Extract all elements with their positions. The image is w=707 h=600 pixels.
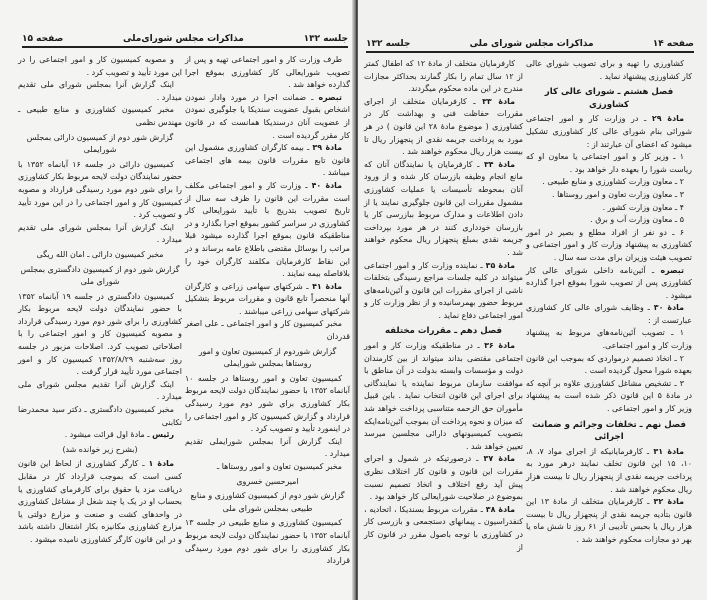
paragraph-text: ـ بیمه کارگران کشاورزی مشمول این قانون تابع مقررات قانون بیمه های اجتماعی میباشد . xyxy=(185,143,350,178)
paragraph xyxy=(18,222,182,247)
paragraph xyxy=(185,461,350,474)
article-paragraph xyxy=(364,340,523,453)
centered-line xyxy=(18,264,182,289)
paragraph xyxy=(18,291,182,379)
article-paragraph xyxy=(185,180,350,281)
paragraph-text: کمیسیون دادگستری در جلسه ۱۹ آبانماه ۱۳۵۲ با حضور نمایندگان دولت لایحه مربوط بکار کشاورزی را برای شور دوم مورد رسیدگی قرارداد و مصوبه کمیسیون کار و امور اجتماعی را با اصلاحاتی تصویب کرد. اصلاحات مزبور در جلسه روز سه‌شنبه ۱۳۵۲/۸/۲۹ کمیسیون کار و امور اجتماعی مورد تأیید قرار گرفت . xyxy=(18,291,182,377)
paragraph-text: کمیسیون دارائی در جلسه ۱۶ آبانماه ۱۳۵۲ با حضور نمایندگان دولت لایحه مربوط بکار کشاورزی را برای شور دوم مورد رسیدگی قرارداد و مصوبه کمیسیون کار و امور اجتماعی را در این مورد تأیید و تصویب کرد . xyxy=(18,159,182,220)
article-label: مادهٔ ۲۹ xyxy=(651,114,684,124)
paragraph-text: ۳ ـ معاون وزارت تعاون و امور روستاها . xyxy=(552,189,684,199)
centered-line xyxy=(185,490,350,515)
page-header xyxy=(366,35,694,53)
paragraph xyxy=(18,404,182,429)
right-page xyxy=(358,0,707,600)
paragraph-text: فصل نهم ـ تخلفات وجرائم و ضمانت اجرائی xyxy=(531,419,687,443)
paragraph-text: ـ مادهٔ اول قرائت میشود . xyxy=(64,430,153,440)
article-label: مادهٔ ۳۰ xyxy=(653,303,684,313)
paragraph-text: گزارش شور دوم از کمیسیون دادگستری بمجلس شورای ملی xyxy=(20,264,180,287)
article-paragraph xyxy=(526,265,692,303)
paragraph xyxy=(526,176,692,189)
paragraph-text: و مصوبه کمیسیون کار و امور اجتماعی را در این مورد تأیید و تصویب کرد . xyxy=(18,55,182,77)
paragraph-text: ـ وزارت کار و امور اجتماعی مکلف است مقررات این قانون را ظرف سه سال از تاریخ تصویب بتدریج با تأیید شورایعالی کار کشاورزی در سراسر کشور بموقع اجرا بگذارد و در مناطقیکه قانون بموقع اجرا گذارده میشود قبلا مراتب را بوسائل مقتضی باطلاع عامه برساند و در این نقاط کارفرمایان مکلفند کارگران خود را بلافاصله بیمه نمایند . xyxy=(185,180,350,279)
article-paragraph xyxy=(185,142,350,180)
paragraph xyxy=(18,54,182,79)
article-paragraph xyxy=(526,446,692,496)
article-paragraph xyxy=(526,113,692,151)
chapter-heading xyxy=(526,419,692,444)
paragraph-text: ۲ ـ اتخاذ تصمیم درمواردی که بموجب این قانون بعهده شورا محول گردیده است . xyxy=(526,353,692,376)
paragraph-text: ـ نماینده وزارت کار و امور اجتماعی میتواند در کلیه جلسات مراجع رسیدگی بتخلفات ناشی از اجرای مقررات این قانون و آئین‌نامه‌های مربوط حضور بهمرسانیده و از نظر وزارت کار و امور اجتماعی دفاع نماید . xyxy=(364,260,523,320)
paragraph-text: ـ مقررات مربوط بسندیکا ، اتحادیه ، کنفدراسیون ـ پیمانهای دستجمعی و بازرسی کار در کشاورزی با توجه باصول مقرر در قانون کار از xyxy=(364,504,523,552)
paragraph xyxy=(526,214,692,227)
paragraph xyxy=(526,58,692,83)
page-number: صفحه ۱۴ xyxy=(652,39,694,49)
publication-title: مذاکرات مجلس شورای‌ملی xyxy=(122,34,244,44)
article-paragraph xyxy=(526,302,692,327)
article-paragraph xyxy=(364,96,523,159)
paragraph-text: ۵ ـ معاون وزارت آب و برق . xyxy=(590,215,684,225)
paragraph xyxy=(526,202,692,215)
page-number: صفحه ۱۵ xyxy=(22,34,64,44)
paragraph-text: گزارش شور دوم از کمیسیون دارائی بمجلس شورایملی xyxy=(26,132,174,155)
article-label: مادهٔ ۳۶ xyxy=(484,341,515,351)
article-paragraph xyxy=(185,281,350,319)
paragraph-text: کمیسیون تعاون و امور روستاها در جلسه ۱۰ آبانماه ۱۳۵۲ با حضور نمایندگان دولت لایحه مربوط بکار کشاورزی برای شور دوم مورد رسیدگی قرارداد و گزارش کمیسیون کار و امور اجتماعی را در اینمورد تأیید و تصویب کرد . xyxy=(185,373,350,434)
centered-line xyxy=(185,476,350,489)
paragraph-text: اینک گزارش آنرا تقدیم مجلس شورای ملی میدارد . xyxy=(18,379,182,402)
session-number: جلسه ۱۳۲ xyxy=(366,39,411,49)
article-label: تبصره xyxy=(660,265,684,275)
paragraph-text: ـ کارفرمایانیکه از اجرای مواد ۷، ۸، ۱۰، ۱۵ این قانون تخلف نمایند درهر مورد به پرداخت جریمه نقدی از پنجهزار ریال تا بیست هزار ریال محکوم خواهند شد . xyxy=(526,446,692,494)
paragraph xyxy=(185,54,350,92)
page-header xyxy=(22,30,348,48)
paragraph-text: ـ ضمانت اجرا در مورد وادار نمودن اشخاص بقبول عضویت سندیکا یا جلوگیری نمودن از عضویت آنان درسندیکا همانست که در قانون کار مقرر گردیده است . xyxy=(185,92,350,140)
publication-title: مذاکرات مجلس شورای ملی xyxy=(469,39,594,49)
paragraph-text: مخبر کمیسیون کشاورزی و منابع طبیعی ـ مهندس نظمی xyxy=(18,105,182,127)
paragraph xyxy=(18,79,182,104)
text-column-right xyxy=(526,58,692,547)
centered-line xyxy=(185,346,350,371)
session-number: جلسه ۱۳۲ xyxy=(303,34,348,44)
paragraph-text: مخبر کمیسیون دارائی ـ امان الله ریگی xyxy=(36,249,164,259)
paragraph-text: اینک گزارش آنرا بمجلس شورای ملی تقدیم میدارد . xyxy=(18,80,182,102)
paragraph xyxy=(526,378,692,416)
chapter-heading xyxy=(526,86,692,111)
centered-line xyxy=(18,444,182,457)
paragraph xyxy=(185,517,350,567)
article-label: مادهٔ ۳۵ xyxy=(485,260,515,270)
paragraph xyxy=(185,373,350,436)
paragraph-text: ۳ ـ تشخیص مشاغل کشاورزی علاوه بر آنچه که در مادهٔ ۵ این قانون ذکر شده است به پیشنهاد وزیر کار و امور اجتماعی . xyxy=(526,378,692,414)
article-paragraph xyxy=(18,429,182,442)
paragraph-text: ۲ ـ معاون وزارت کشاورزی و منابع طبیعی . xyxy=(542,177,684,187)
paragraph-text: مخبر کمیسیون تعاون و امور روستاها ـ xyxy=(216,462,342,471)
text-column-left xyxy=(364,58,523,554)
paragraph xyxy=(526,327,692,352)
paragraph xyxy=(526,151,692,176)
paragraph xyxy=(185,436,350,461)
paragraph-text: ـ شرکتهای سهامی زراعی و کارگران آنها منحصراً تابع قانون و مقررات مربوط بتشکیل شرکتهای سهامی زراعی میباشند . xyxy=(185,281,350,316)
paragraph-text: فصل هشتم ـ شورای عالی کار کشاورزی xyxy=(544,87,674,110)
article-label: مادهٔ ۳۴ xyxy=(483,159,515,169)
paragraph-text: طرف وزارت کار و امور اجتماعی تهیه و پس از تصویب شورایعالی کار کشاورزی بموقع اجرا گذارده خواهد شد . xyxy=(185,55,350,90)
centered-line xyxy=(18,132,182,157)
paragraph-text: ـ آئین‌نامه داخلی شورای عالی کار کشاورزی پس از تصویب شورا بموقع اجرا گذارده میشود . xyxy=(526,265,692,300)
paragraph-text: ـ کارفرمایان یا نمایندگان آنان که مانع انجام وظیفه بازرسان کار شده و از ورود آنان بمحوطه تأسیسات یا عملیات کشاورزی مشمول مقررات این قانون جلوگیری نمایند یا از دادن اطلاعات و مدارک مربوط ببازرسی کار یا بازرسان خودداری کنند در هر مورد بپرداخت جریمه نقدی بمبلغ پنجهزار ریال محکوم خواهند شد . xyxy=(364,159,523,257)
paragraph xyxy=(18,379,182,404)
paragraph-text: ـ کارفرمایان متخلف از اجرای مقررات حفاظت فنی و بهداشت کار در کشاورزی ( موضوع مادهٔ ۲۸ این قانون ) در هر مورد به پرداخت جریمه نقدی از پنجهزار ریال تا بیست هزار ریال محکوم خواهند شد . xyxy=(364,96,523,157)
paragraph-text: مخبر کمیسیون کار و امور اجتماعی ـ علی اصغر قدردان xyxy=(185,319,350,342)
paragraph xyxy=(526,227,692,265)
article-label: تبصره xyxy=(318,92,342,102)
chapter-heading xyxy=(364,325,523,338)
article-paragraph xyxy=(185,92,350,142)
paragraph xyxy=(18,104,182,129)
article-label: مادهٔ ۱ xyxy=(148,459,174,469)
paragraph-text: ـ در مناطقیکه وزارت کار و امور اجتماعی مقتضی بداند میتواند از بین کارمندان دولت و مؤسسات وابسته بدولت در آن مناطق با موافقت سازمان مربوط نماینده یا نمایندگانی برای اجرای این قانون انتخاب نماید . باین قبیل مأموران حق الزحمه متناسبی پرداخت خواهد شد که میزان و نحوه پرداخت آن بموجب آئین‌نامه‌ایکه بتصویب کمیسیونهای دارائی مجلسین میرسد تعیین خواهد شد . xyxy=(364,341,523,451)
paragraph-text: ۱ ـ تصویب آئین‌نامه‌های مربوط به پیشنهاد وزارت کار و امور اجتماعی. xyxy=(526,328,692,351)
paragraph-text: کمیسیون کشاورزی و منابع طبیعی در جلسه ۱۳ آبانماه ۱۳۵۲ با حضور نمایندگان دولت لایحه مربوط بکار کشاورزی را برای شور دوم مورد رسیدگی قرارداد xyxy=(185,518,350,566)
paragraph-text: ـ کارفرمایان متخلف از مادهٔ ۱۳ این قانون بتأدیه جریمه نقدی از پنجهزار ریال تا بیست هزار ریال یا بحبس تأدیبی از ۶۱ روز تا شش ماه یا بهر دو مجازات محکوم خواهند شد . xyxy=(526,497,693,544)
paragraph-text: کارفرمایان متخلف از مادهٔ ۱۲ که اطفال کمتر از ۱۲ سال تمام را بکار گمارند بحداکثر مجازات مندرج در این ماده محکوم میگردند. xyxy=(364,59,523,94)
text-column-right xyxy=(185,54,350,568)
paragraph-text: ـ وظایف شورای عالی کار کشاورزی عبارتست از : xyxy=(526,303,692,325)
paragraph xyxy=(526,189,692,202)
paragraph xyxy=(364,58,523,96)
paragraph-text: اینک گزارش آنرا بمجلس شورایملی تقدیم میدارد . xyxy=(185,436,350,459)
article-label: مادهٔ ۳۲ xyxy=(653,497,685,507)
paragraph-text: ۱ ـ وزیر کار و امور اجتماعی یا معاون او که ریاست شورا را بعهده دار خواهد بود . xyxy=(526,152,692,174)
paragraph-text: ـ در وزارت کار و امور اجتماعی شورائی بنام شورای عالی کار کشاورزی تشکیل میشود که اعضای آن عبارتند از : xyxy=(526,114,692,149)
paragraph xyxy=(18,159,182,222)
paragraph-text: فصل دهم ـ مقررات مختلفه xyxy=(384,326,503,337)
article-paragraph xyxy=(364,453,523,503)
paragraph-text: اینک گزارش آنرا بمجلس شورای ملی تقدیم میدارد . xyxy=(18,222,182,245)
article-paragraph xyxy=(526,496,692,546)
paragraph-text: ۶ ـ دو نفر از افراد مطلع و بصیر در امور کشاورزی به پیشنهاد وزارت کار و امور اجتماعی و تصویب هیئت وزیران برای مدت سه سال . xyxy=(526,227,692,262)
paragraph-text: کشاورزی را تهیه و برای تصویب شورای عالی کار کشاورزی پیشنهاد نماید . xyxy=(526,59,692,81)
paragraph-text: ـ درصورتیکه در شمول و اجرای مقررات این قانون و قانون کار اختلاف نظری پیش آید رفع اختلاف و اتخاذ تصمیم نسبت بموضوع در صلاحیت شورایعالی کار خواهد بود . xyxy=(364,454,523,502)
article-paragraph xyxy=(18,458,182,546)
article-label: مادهٔ ۳۷ xyxy=(483,454,515,464)
article-label: مادهٔ ۴۱ xyxy=(312,281,342,291)
article-label: مادهٔ ۳۳ xyxy=(482,96,515,106)
paragraph-text: امیرحسین خسروی xyxy=(236,476,299,486)
centered-line xyxy=(18,249,182,262)
paragraph-text: گزارش شور دوم از کمیسیون کشاورزی و منابع طبیعی بمجلس شورای ملی xyxy=(190,491,345,513)
article-label: مادهٔ ۴۰ xyxy=(311,180,343,190)
paragraph-text: ـ کارگر کشاورزی از لحاظ این قانون کسی است که بموجب قرارداد کار در مقابل دریافت مزد یا حقوق برای کارفرمای کشاورزی یا بحساب او در یک یا چند شغل از مشاغل کشاورزی در واحدهای کشت و صنعت و مزارع دولتی یا مزارع کشاورزی مکانیزه بکار اشتغال داشته باشد و در این قانون کارگر کشاورزی نامیده میشود . xyxy=(18,459,182,544)
paragraph-text: ۴ ـ معاون وزارت کشور . xyxy=(602,202,684,212)
article-label: مادهٔ ۳۹ xyxy=(312,143,342,153)
paragraph xyxy=(185,318,350,343)
article-paragraph xyxy=(364,260,523,323)
article-label: رئیس xyxy=(152,430,174,440)
paragraph-text: (بشرح زیر خوانده شد) xyxy=(62,444,138,454)
paragraph xyxy=(526,353,692,378)
article-label: مادهٔ ۳۱ xyxy=(653,446,684,456)
article-paragraph xyxy=(364,504,523,554)
text-column-left xyxy=(18,54,182,547)
article-paragraph xyxy=(364,159,523,260)
article-label: مادهٔ ۳۸ xyxy=(485,504,515,514)
paragraph-text: گزارش شوردوم از کمیسیون تعاون و امور روستاها بمجلس شورایملی xyxy=(198,346,337,369)
paragraph-text: مخبر کمیسیون دادگستری ـ دکتر سید محمدرضا تکابنی xyxy=(18,405,182,427)
